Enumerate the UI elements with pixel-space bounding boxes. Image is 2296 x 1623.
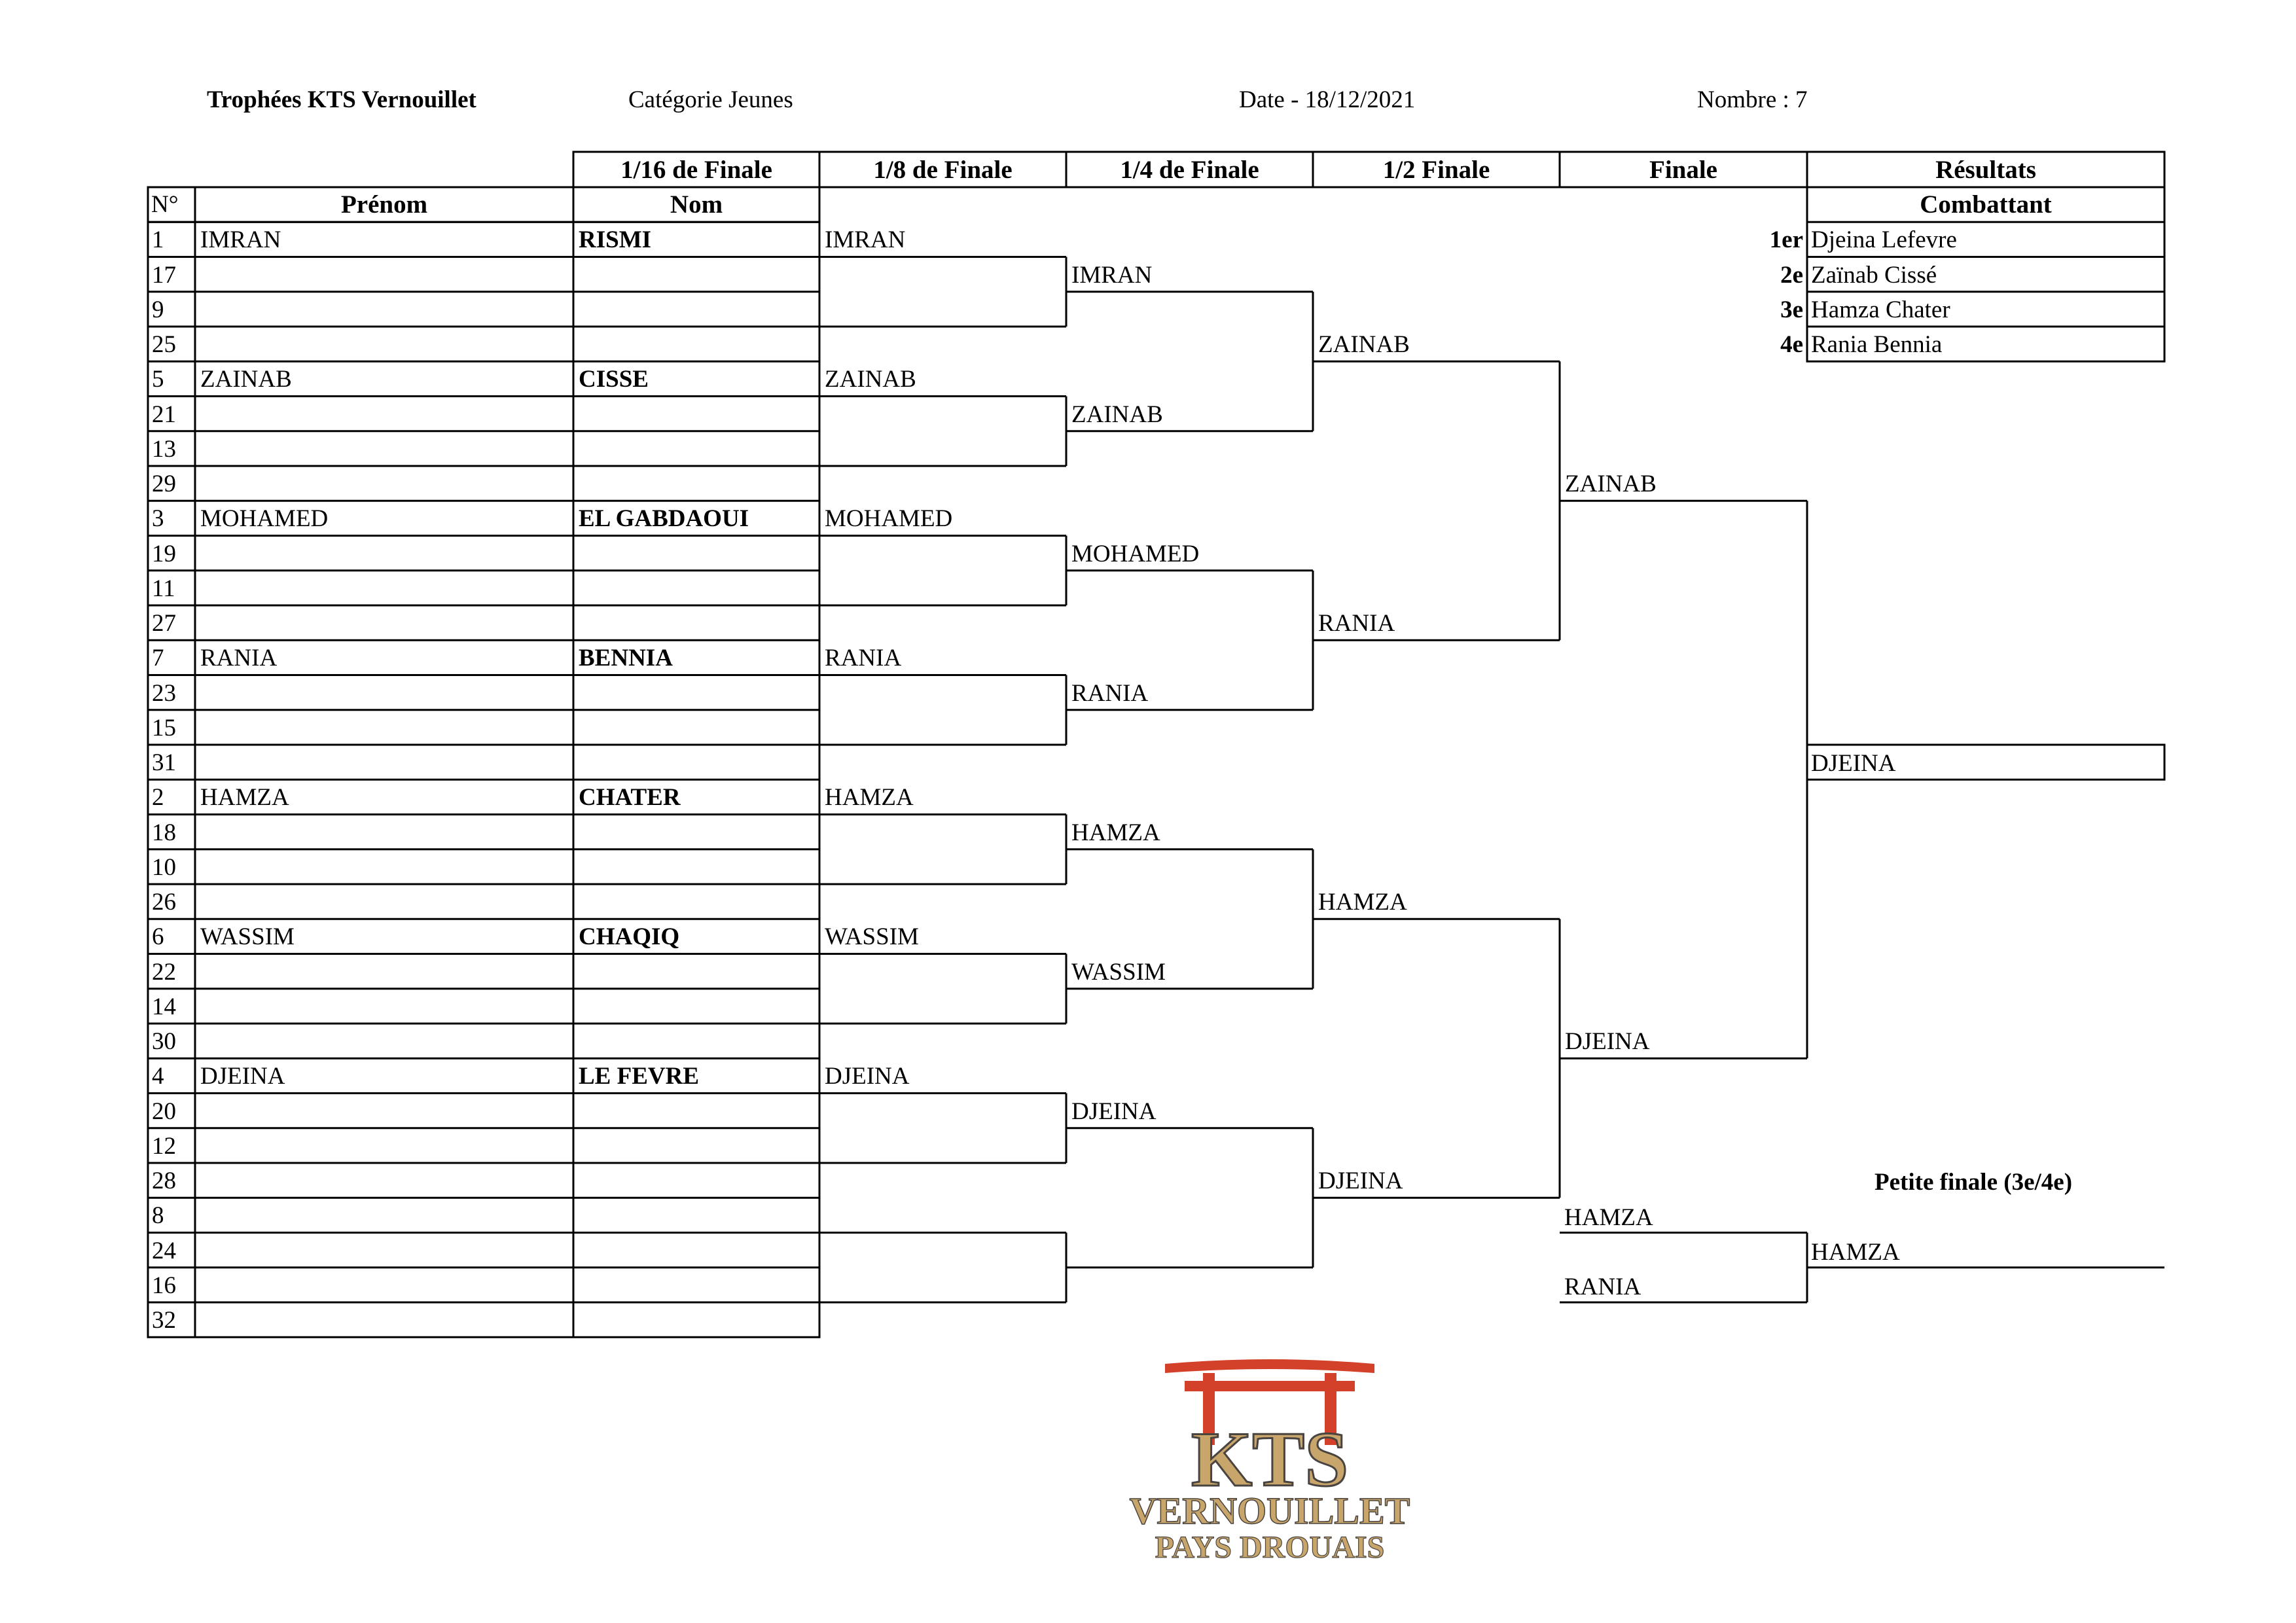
table-cell-border: [573, 152, 2164, 187]
entry-lastname: RISMI: [579, 226, 652, 254]
round-16-header: 1/16 de Finale: [620, 156, 772, 184]
entry-lastname: CHAQIQ: [579, 923, 680, 951]
entry-number: 11: [152, 575, 175, 602]
firstname-header: Prénom: [340, 190, 428, 219]
entry-number: 7: [152, 645, 164, 672]
entry-number: 30: [152, 1028, 176, 1055]
quarter-name: ZAINAB: [1071, 401, 1163, 428]
quarter-name: IMRAN: [1071, 261, 1153, 289]
round8-name: DJEINA: [825, 1063, 910, 1090]
entry-number: 22: [152, 958, 176, 986]
entry-firstname: IMRAN: [200, 226, 281, 254]
round-8-header: 1/8 de Finale: [873, 156, 1013, 184]
entry-lastname: LE FEVRE: [579, 1063, 700, 1090]
tournament-title: Trophées KTS Vernouillet: [207, 86, 476, 113]
logo-pays-drouais-text: PAYS DROUAIS: [1155, 1530, 1385, 1564]
lastname-header: Nom: [670, 190, 723, 219]
entry-firstname: MOHAMED: [200, 505, 329, 533]
result-name: Zaïnab Cissé: [1811, 261, 1937, 289]
entry-number: 23: [152, 679, 176, 707]
entry-number: 6: [152, 923, 164, 951]
semi-name: DJEINA: [1318, 1168, 1403, 1194]
entry-number: 27: [152, 610, 176, 637]
entry-number: 2: [152, 784, 164, 812]
entry-lastname: CHATER: [579, 784, 681, 812]
entry-number: 4: [152, 1063, 164, 1090]
entry-firstname: RANIA: [200, 645, 278, 672]
round8-name: IMRAN: [825, 226, 906, 254]
final-name: ZAINAB: [1565, 471, 1657, 497]
result-rank: 1er: [1769, 226, 1803, 254]
result-name: Rania Bennia: [1811, 331, 1943, 358]
entry-number: 28: [152, 1168, 176, 1194]
entry-firstname: HAMZA: [200, 784, 289, 812]
small-final-title: Petite finale (3e/4e): [1874, 1169, 2073, 1196]
category-label: Catégorie Jeunes: [628, 86, 793, 113]
quarter-name: MOHAMED: [1071, 540, 1200, 567]
entry-number: 5: [152, 366, 164, 393]
semi-name: RANIA: [1318, 610, 1395, 637]
table-cell-border: [148, 187, 819, 222]
result-rank: 3e: [1780, 296, 1803, 323]
count-label: Nombre : 7: [1697, 86, 1808, 113]
date-label: Date - 18/12/2021: [1239, 86, 1416, 113]
entry-lastname: EL GABDAOUI: [579, 505, 749, 533]
round8-name: HAMZA: [825, 784, 914, 812]
small-final-contender-a: HAMZA: [1564, 1204, 1653, 1231]
quarter-name: RANIA: [1071, 679, 1149, 707]
tournament-winner: DJEINA: [1811, 750, 1896, 777]
entry-number: 17: [152, 261, 176, 289]
entry-number: 14: [152, 993, 176, 1020]
entry-number: 18: [152, 819, 176, 846]
fighter-header: Combattant: [1920, 190, 2052, 219]
entry-number: 3: [152, 505, 164, 533]
number-header: N°: [151, 191, 179, 218]
entry-number: 19: [152, 540, 176, 567]
entry-number: 13: [152, 435, 176, 463]
small-final-winner: HAMZA: [1811, 1239, 1900, 1266]
result-name: Djeina Lefevre: [1811, 226, 1957, 254]
entry-number: 1: [152, 226, 164, 254]
entry-number: 24: [152, 1237, 176, 1264]
result-name: Hamza Chater: [1811, 296, 1950, 323]
entry-number: 25: [152, 331, 176, 358]
final-header: Finale: [1649, 156, 1717, 184]
logo-kts-text: KTS: [1191, 1416, 1349, 1503]
quarter-final-header: 1/4 de Finale: [1120, 156, 1259, 184]
entry-number: 21: [152, 401, 176, 428]
entry-lastname: BENNIA: [579, 645, 673, 672]
semi-name: ZAINAB: [1318, 331, 1410, 358]
entry-firstname: WASSIM: [200, 923, 295, 951]
entry-number: 32: [152, 1307, 176, 1334]
semi-name: HAMZA: [1318, 889, 1407, 916]
final-name: DJEINA: [1565, 1028, 1650, 1055]
round8-name: MOHAMED: [825, 505, 953, 533]
entry-number: 31: [152, 749, 176, 776]
entry-number: 10: [152, 853, 176, 881]
round8-name: WASSIM: [825, 923, 919, 951]
entry-number: 26: [152, 889, 176, 916]
entry-number: 12: [152, 1132, 176, 1160]
entry-firstname: DJEINA: [200, 1063, 285, 1090]
result-rank: 4e: [1780, 331, 1803, 358]
entry-lastname: CISSE: [579, 366, 649, 393]
entry-number: 8: [152, 1202, 164, 1230]
result-rank: 2e: [1780, 261, 1803, 289]
quarter-name: HAMZA: [1071, 819, 1160, 846]
entry-number: 20: [152, 1097, 176, 1125]
logo-vernouillet-text: VERNOUILLET: [1129, 1489, 1410, 1532]
quarter-name: DJEINA: [1071, 1097, 1157, 1125]
entry-number: 29: [152, 471, 176, 497]
small-final-contender-b: RANIA: [1564, 1274, 1641, 1300]
entry-number: 15: [152, 714, 176, 741]
round8-name: ZAINAB: [825, 366, 916, 393]
entry-number: 16: [152, 1272, 176, 1299]
round8-name: RANIA: [825, 645, 902, 672]
entry-firstname: ZAINAB: [200, 366, 292, 393]
semi-final-header: 1/2 Finale: [1382, 156, 1490, 184]
quarter-name: WASSIM: [1071, 958, 1166, 986]
entry-number: 9: [152, 296, 164, 323]
results-header: Résultats: [1935, 156, 2036, 184]
kts-logo: [1086, 1355, 1453, 1564]
